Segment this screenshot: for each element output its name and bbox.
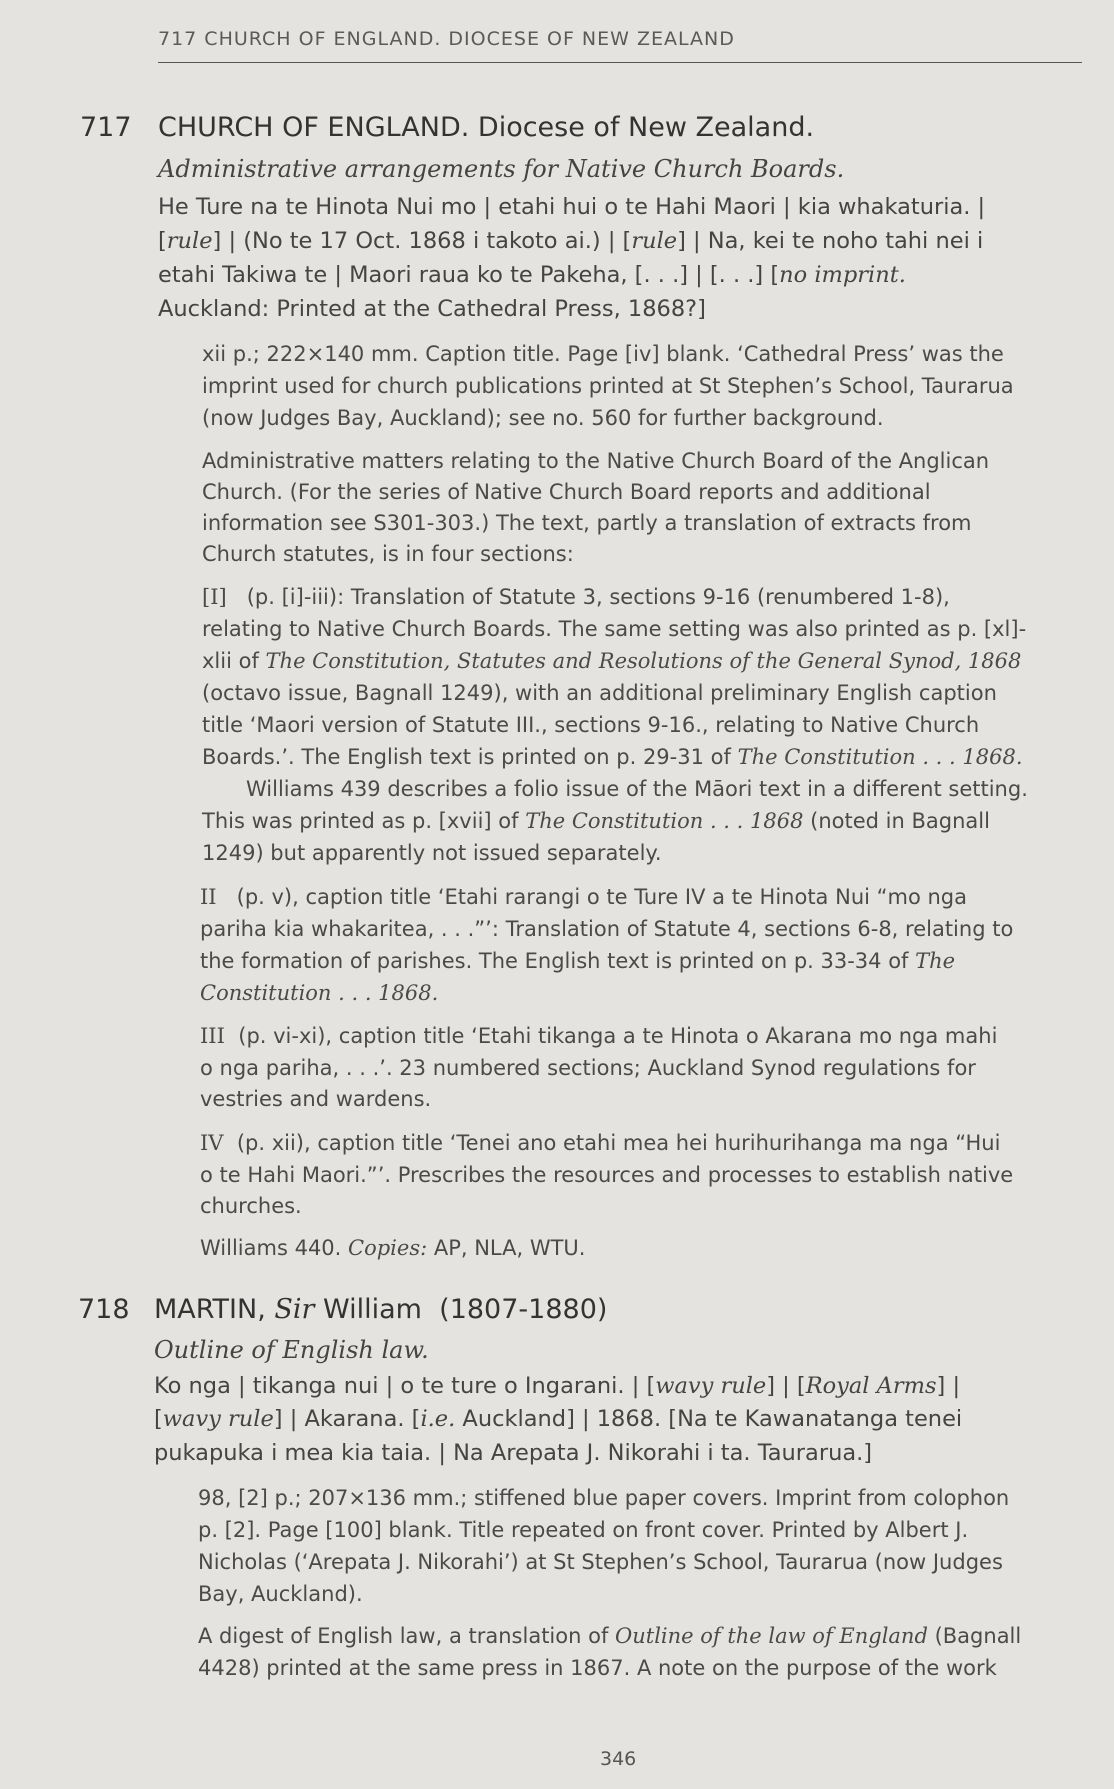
section-line: IV (p. xii), caption title ‘Tenei ano etahi mea hei hurihurihanga ma nga “Hui [200, 1131, 1001, 1155]
section-marker: [I] [202, 585, 227, 609]
note-line: information see S301-303.) The text, partly a translation of extracts from [202, 511, 972, 535]
note-line: o te Hahi Maori.”’. Prescribes the resources and processes to establish native [200, 1163, 1014, 1187]
note-line: (now Judges Bay, Auckland); see no. 560 for further background. [202, 406, 884, 430]
section-marker: IV [200, 1131, 224, 1155]
note-line: Bay, Auckland). [198, 1582, 363, 1606]
title-transcription-line: [wavy rule] | Akarana. [i.e. Auckland] | 1868. [Na te Kawanatanga tenei [154, 1406, 963, 1432]
note-line: 4428) printed at the same press in 1867. A note on the purpose of the work [198, 1656, 997, 1680]
note-line: Church. (For the series of Native Church Board reports and additional [202, 480, 931, 504]
entry-heading: CHURCH OF ENGLAND. Diocese of New Zealand. [158, 112, 815, 143]
section-marker: II [200, 885, 217, 909]
note-line: 98, [2] p.; 207×136 mm.; stiffened blue paper covers. Imprint from colophon [198, 1486, 1010, 1510]
note-line: imprint used for church publications printed at St Stephen’s School, Taurarua [202, 374, 1014, 398]
title-transcription-line: Ko nga | tikanga nui | o te ture o Ingarani. | [wavy rule] | [Royal Arms] | [154, 1373, 961, 1399]
note-line: 1249) but apparently not issued separately. [202, 841, 662, 865]
entry-heading: MARTIN, Sir William (1807-1880) [154, 1294, 608, 1325]
entry-subtitle: Administrative arrangements for Native Church Boards. [158, 155, 845, 183]
section-line: [I] (p. [i]-iii): Translation of Statute 3, sections 9-16 (renumbered 1-8), [202, 585, 950, 609]
note-line: Williams 439 describes a folio issue of the Māori text in a different setting. [246, 777, 1028, 801]
note-line: pariha kia whakaritea, . . .”’: Translation of Statute 4, sections 6-8, relating to [200, 917, 1014, 941]
note-line: o nga pariha, . . .’. 23 numbered sections; Auckland Synod regulations for [200, 1056, 976, 1080]
references-line: Williams 440. Copies: AP, NLA, WTU. [200, 1236, 586, 1260]
note-line: Nicholas (‘Arepata J. Nikorahi’) at St Stephen’s School, Taurarua (now Judges [198, 1550, 1003, 1574]
note-line: Constitution . . . 1868. [200, 981, 439, 1005]
section-marker: III [200, 1024, 225, 1048]
note-line: (octavo issue, Bagnall 1249), with an additional preliminary English caption [202, 681, 997, 705]
running-head: 717 CHURCH OF ENGLAND. DIOCESE OF NEW ZEALAND [158, 28, 735, 50]
note-line: p. [2]. Page [100] blank. Title repeated on front cover. Printed by Albert J. [198, 1518, 969, 1542]
title-transcription-line: etahi Takiwa te | Maori raua ko te Pakeha, [. . .] | [. . .] [no imprint. [158, 262, 906, 288]
note-line: This was printed as p. [xvii] of The Constitution . . . 1868 (noted in Bagnall [202, 809, 990, 833]
title-transcription-line: Auckland: Printed at the Cathedral Press, 1868?] [158, 296, 706, 322]
title-transcription-line: [rule] | (No te 17 Oct. 1868 i takoto ai.) | [rule] | Na, kei te noho tahi nei i [158, 228, 984, 254]
page-number: 346 [600, 1748, 637, 1770]
note-line: xii p.; 222×140 mm. Caption title. Page [iv] blank. ‘Cathedral Press’ was the [202, 342, 1004, 366]
title-transcription-line: pukapuka i mea kia taia. | Na Arepata J. Nikorahi i ta. Taurarua.] [154, 1440, 873, 1466]
note-line: Administrative matters relating to the Native Church Board of the Anglican [202, 449, 990, 473]
section-line: II (p. v), caption title ‘Etahi rarangi o te Ture IV a te Hinota Nui “mo nga [200, 885, 968, 909]
title-transcription-line: He Ture na te Hinota Nui mo | etahi hui o te Hahi Maori | kia whakaturia. | [158, 194, 986, 220]
note-line: A digest of English law, a translation of Outline of the law of England (Bagnall [198, 1624, 1022, 1648]
note-line: vestries and wardens. [200, 1087, 432, 1111]
note-line: xlii of The Constitution, Statutes and Resolutions of the General Synod, 1868 [202, 649, 1022, 673]
entry-subtitle: Outline of English law. [154, 1336, 429, 1364]
note-line: Boards.’. The English text is printed on p. 29-31 of The Constitution . . . 1868. [202, 745, 1023, 769]
note-line: churches. [200, 1194, 302, 1218]
note-line: relating to Native Church Boards. The same setting was also printed as p. [xl]- [202, 617, 1027, 641]
note-line: the formation of parishes. The English text is printed on p. 33-34 of The [200, 949, 956, 973]
header-rule [158, 62, 1082, 63]
note-line: title ‘Maori version of Statute III., sections 9-16., relating to Native Church [202, 713, 980, 737]
note-line: Church statutes, is in four sections: [202, 542, 574, 566]
section-line: III (p. vi-xi), caption title ‘Etahi tikanga a te Hinota o Akarana mo nga mahi [200, 1024, 998, 1048]
entry-number: 717 [80, 112, 132, 143]
entry-number: 718 [78, 1294, 130, 1325]
